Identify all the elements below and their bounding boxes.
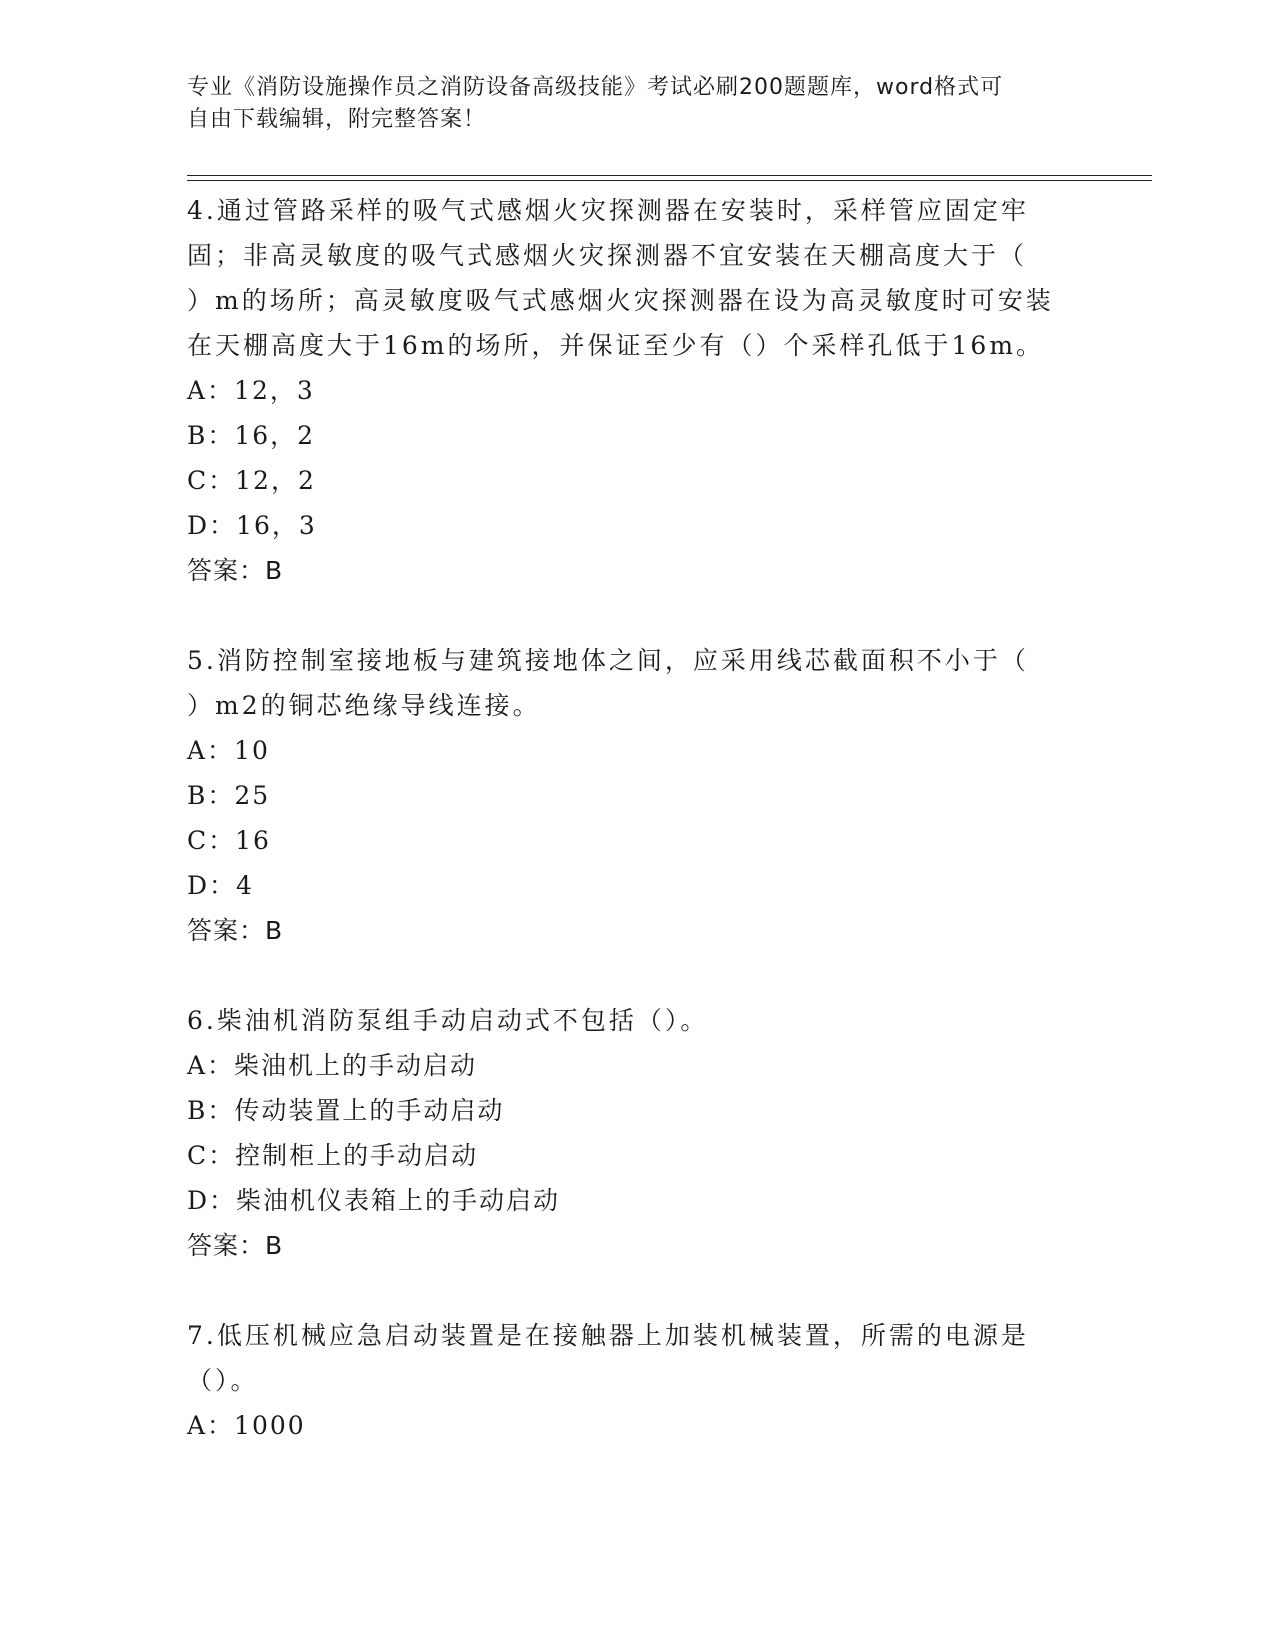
question-text-line: ）m2的铜芯绝缘导线连接。 xyxy=(187,691,541,720)
option-a: A：柴油机上的手动启动 xyxy=(187,1051,478,1080)
question-text-line: ）m的场所；高灵敏度吸气式感烟火灾探测器在设为高灵敏度时可安装 xyxy=(187,286,1054,315)
option-b: B：25 xyxy=(187,781,271,810)
question-text-line: 6.柴油机消防泵组手动启动式不包括（）。 xyxy=(187,1006,709,1035)
option-a: A：10 xyxy=(187,736,270,765)
option-c: C：16 xyxy=(187,826,271,855)
question-text-line: 7.低压机械应急启动装置是在接触器上加装机械装置，所需的电源是 xyxy=(187,1321,1029,1350)
option-b: B：传动装置上的手动启动 xyxy=(187,1096,505,1125)
option-d: D：16，3 xyxy=(187,511,317,540)
answer-line: 答案：B xyxy=(187,556,284,585)
question-list xyxy=(187,188,1087,1448)
option-c: C：12，2 xyxy=(187,466,316,495)
question-text-line: 5.消防控制室接地板与建筑接地体之间，应采用线芯截面积不小于（ xyxy=(187,646,1029,675)
question-text-line: （）。 xyxy=(187,1366,259,1395)
question-item xyxy=(187,638,1087,953)
option-a: A：1000 xyxy=(187,1411,306,1440)
option-c: C：控制柜上的手动启动 xyxy=(187,1141,479,1170)
question-text-line: 在天棚高度大于16m的场所，并保证至少有（）个采样孔低于16m。 xyxy=(187,331,1045,360)
answer-line: 答案：B xyxy=(187,1231,284,1260)
answer-line: 答案：B xyxy=(187,916,284,945)
document-header xyxy=(187,72,1067,136)
option-a: A：12，3 xyxy=(187,376,315,405)
header-divider-bottom xyxy=(187,180,1152,181)
question-spacer xyxy=(187,953,1087,998)
header-line-1: 专业《消防设施操作员之消防设备高级技能》考试必刷200题题库，word格式可 xyxy=(187,75,1004,100)
header-line-2: 自由下载编辑，附完整答案！ xyxy=(187,107,487,132)
question-item xyxy=(187,188,1087,593)
header-divider-top xyxy=(187,175,1152,176)
question-text-line: 固；非高灵敏度的吸气式感烟火灾探测器不宜安装在天棚高度大于（ xyxy=(187,241,1028,270)
option-d: D：4 xyxy=(187,871,254,900)
question-item xyxy=(187,998,1087,1268)
question-spacer xyxy=(187,593,1087,638)
option-d: D：柴油机仪表箱上的手动启动 xyxy=(187,1186,561,1215)
option-b: B：16，2 xyxy=(187,421,316,450)
question-text-line: 4.通过管路采样的吸气式感烟火灾探测器在安装时，采样管应固定牢 xyxy=(187,196,1029,225)
question-item xyxy=(187,1313,1087,1448)
question-spacer xyxy=(187,1268,1087,1313)
